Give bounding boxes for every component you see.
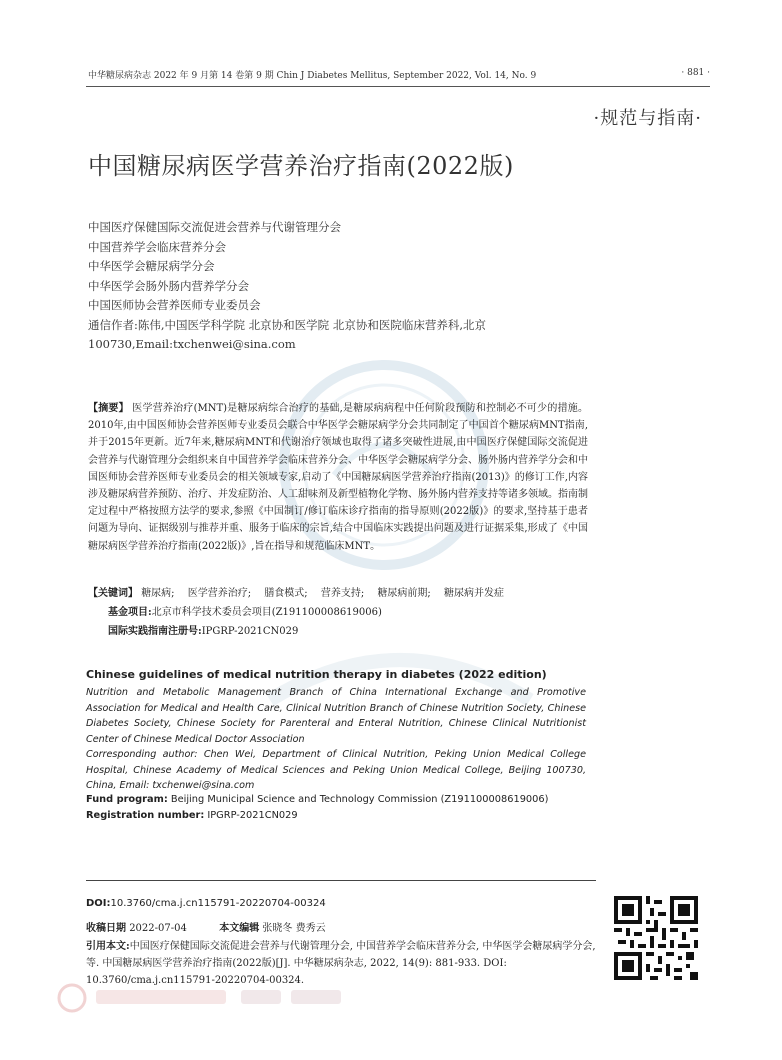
keyword: 医学营养治疗; (187, 588, 252, 599)
dates-line (86, 919, 326, 934)
author-list (88, 218, 608, 355)
doi-line (86, 898, 326, 909)
abstract-text: 医学营养治疗(MNT)是糖尿病综合治疗的基础,是糖尿病病程中任何阶段预防和控制必不可少的措施。2010年,由中国医师协会营养医师专业委员会联合中华医学会糖尿病学分会共同制定了中国首个糖尿病MNT指南,并于2015年更新。近7年来,糖尿病MNT和代谢治疗领域也取得了诸多突破性进展,由中国医疗保健国际交流促进会营养与代谢管理分会组织来自中国营养学会临床营养分会、中华医学会糖尿病学分会、肠外肠内营养学分会和中国医师协会营养医师专业委员会的相关领域专家,启动了《中国糖尿病医学营养治疗指南(2013)》的修订工作,内容涉及糖尿病营养预防、治疗、并发症防治、人工甜味剂及新型植物化学物、肠外肠内营养支持等诸多领域。指南制定过程中严格按照方法学的要求,参照《中国制订/修订临床诊疗指南的指导原则(2022版)》的要求,坚持基于患者问题为导向、证据级别与推荐并重、服务于临床的宗旨,结合中国临床实践提出问题及进行证据采集,形成了《中国糖尿病医学营养治疗指南(2022版)》,旨在指导和规范临床MNT。 (88, 403, 589, 552)
author-org: 中国医师协会营养医师专业委员会 (88, 298, 261, 312)
author-org: 中国营养学会临床营养分会 (88, 239, 226, 254)
editor-names: 张晓冬 费秀云 (262, 923, 326, 934)
cite-label: 引用本文: (86, 941, 130, 952)
fund-program (108, 603, 382, 618)
fund-text: 北京市科学技术委员会项目(Z191100008619006) (151, 607, 382, 618)
english-corresponding: Corresponding author: Chen Wei, Department of Clinical Nutrition, Peking Union Medical College Hospital, Chinese Academy of Medical Sciences and Peking Union Medical College, Beijing 100730, China, Email: txchenwei@sina.com (86, 749, 586, 791)
english-fund-text: Beijing Municipal Science and Technology Commission (Z191100008619006) (170, 794, 549, 805)
section-tag: ·规范与指南· (593, 108, 702, 129)
author-org: 中华医学会糖尿病学分会 (88, 259, 215, 273)
abstract (88, 400, 588, 555)
registration-text: IPGRP-2021CN029 (201, 626, 299, 637)
keyword: 糖尿病前期; (377, 588, 431, 599)
keywords (88, 584, 514, 599)
page-number: · 881 · (681, 68, 710, 78)
english-fund (86, 794, 586, 805)
editor-label: 本文编辑 (219, 923, 260, 934)
registration-number (108, 622, 298, 637)
abstract-label: 【摘要】 (88, 403, 129, 414)
journal-info: 中华糖尿病杂志 2022 年 9 月第 14 卷第 9 期 Chin J Diabetes Mellitus, September 2022, Vol. 14, No. 9 (88, 71, 537, 81)
english-fund-label: Fund program: (86, 794, 168, 805)
received-date: 2022-07-04 (129, 923, 187, 934)
header-divider (86, 86, 710, 87)
running-header (88, 68, 710, 82)
english-affiliations: Nutrition and Metabolic Management Branch of China International Exchange and Promotive Association for Medical and Health Care, Clinical Nutrition Branch of Chinese Nutrition Society, Chinese Diabetes Society, Chinese Society for Parenteral and Enteral Nutrition, Chinese Clinical Nutritionist Center of Chinese Medical Doctor Association (86, 687, 586, 745)
keyword: 膳食模式; (264, 588, 308, 599)
keywords-label: 【关键词】 (88, 588, 138, 599)
registration-label: 国际实践指南注册号: (108, 626, 202, 637)
english-title: Chinese guidelines of medical nutrition therapy in diabetes (2022 edition) (86, 668, 547, 681)
english-affiliations-block (86, 685, 586, 794)
english-registration (86, 810, 586, 821)
doi-value: 10.3760/cma.j.cn115791-20220704-00324 (110, 898, 326, 909)
footer-divider (86, 880, 596, 881)
received-label: 收稿日期 (86, 923, 126, 934)
publisher-logo-icon (56, 978, 356, 1018)
corresponding-author: 通信作者:陈伟,中国医学科学院 北京协和医学院 北京协和医院临床营养科,北京 100730,Email:txchenwei@sina.com (88, 317, 486, 351)
keyword: 糖尿病; (141, 588, 175, 599)
keyword: 糖尿病并发症 (444, 588, 504, 599)
author-org: 中华医学会肠外肠内营养学分会 (88, 278, 249, 293)
keyword: 营养支持; (320, 588, 365, 599)
qr-code-icon[interactable] (614, 896, 698, 980)
article-title: 中国糖尿病医学营养治疗指南(2022版) (88, 152, 514, 180)
doi-label: DOI: (86, 898, 111, 909)
fund-label: 基金项目: (108, 607, 152, 618)
english-reg-label: Registration number: (86, 810, 205, 821)
author-org: 中国医疗保健国际交流促进会营养与代谢管理分会 (88, 220, 341, 234)
english-reg-text: IPGRP-2021CN029 (207, 810, 298, 821)
cite-text: 中国医疗保健国际交流促进会营养与代谢管理分会, 中国营养学会临床营养分会, 中华医学会糖尿病学分会, 等. 中国糖尿病医学营养治疗指南(2022版)[J]. 中华糖尿病杂志, 2022, 14(9): 881-933. DOI: 10.3760/cma.j.cn115791-20220704-00324. (86, 941, 596, 986)
